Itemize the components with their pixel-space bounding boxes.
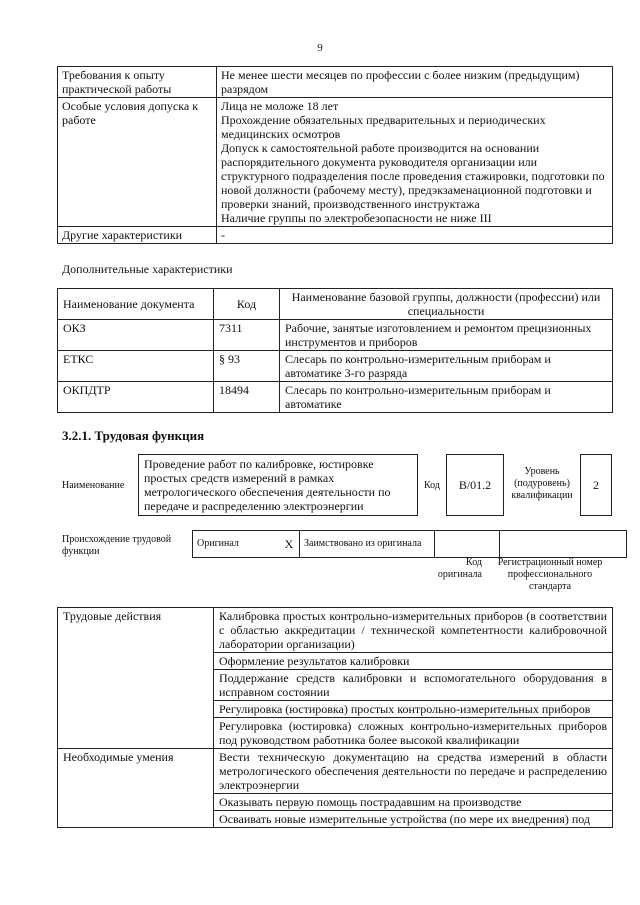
origin-label: Происхождение трудовой функции	[62, 534, 172, 557]
additional-table	[57, 288, 613, 413]
experience-label: Требования к опыту практической работы	[58, 67, 217, 98]
table-row	[58, 351, 613, 382]
requirements-table	[57, 66, 613, 244]
origin-reg-caption: Регистрационный номер профессионального стандарта	[497, 557, 603, 592]
row-doc: ОКЗ	[58, 320, 214, 351]
condition-admission: Допуск к самостоятельной работе производится на основании распорядительного документа руководителя организации или структурного подразделения после проведения стажировки, подготовки по новой должности (рабочему месту), предэкзаменационной подготовки и проверки знаний, производственного инструктажа	[221, 141, 605, 211]
function-name-box: Проведение работ по калибровке, юстировке простых средств измерений в рамках метрологического обеспечения деятельности по передаче и распределению электроэнергии	[138, 454, 418, 516]
origin-borrowed: Заимствовано из оригинала	[300, 531, 435, 558]
skill-item: Вести техническую документацию на средства измерений в области метрологического обеспечения деятельности по передаче и распределению электроэнергии	[214, 749, 613, 794]
header-document: Наименование документа	[58, 289, 214, 320]
action-item: Регулировка (юстировка) простых контрольно-измерительных приборов	[214, 701, 613, 718]
table-row	[58, 98, 613, 227]
table-row	[58, 608, 613, 653]
function-title: 3.2.1. Трудовая функция	[62, 428, 205, 443]
other-label: Другие характеристики	[58, 227, 217, 244]
table-row	[58, 749, 613, 794]
condition-electrical-group: Наличие группы по электробезопасности не ниже III	[221, 211, 492, 225]
row-code: 7311	[214, 320, 280, 351]
action-item: Регулировка (юстировка) сложных контрольно-измерительных приборов под руководством работника более высокой квалификации	[214, 718, 613, 749]
admission-label: Особые условия допуска к работе	[58, 98, 217, 227]
action-item: Поддержание средств калибровки и вспомогательного оборудования в исправном состоянии	[214, 670, 613, 701]
row-name: Слесарь по контрольно-измерительным приборам и автоматике 3-го разряда	[280, 351, 613, 382]
table-row	[58, 320, 613, 351]
row-name: Рабочие, занятые изготовлением и ремонтом прецизионных инструментов и приборов	[280, 320, 613, 351]
origin-table	[192, 530, 627, 558]
condition-age: Лица не моложе 18 лет	[221, 99, 339, 113]
admission-conditions	[217, 98, 613, 227]
action-item: Калибровка простых контрольно-измерительных приборов (в соответствии с областью аккредитации / технической компетентности калибровочной лаборатории организации)	[214, 608, 613, 653]
origin-original: Оригинал	[193, 531, 280, 558]
function-code-label: Код	[424, 480, 440, 491]
row-name: Слесарь по контрольно-измерительным приборам и автоматике	[280, 382, 613, 413]
row-code: 18494	[214, 382, 280, 413]
other-value: -	[217, 227, 613, 244]
table-row	[58, 67, 613, 98]
skill-item: Оказывать первую помощь пострадавшим на производстве	[214, 794, 613, 811]
origin-code-cell	[435, 531, 500, 558]
experience-value: Не менее шести месяцев по профессии с более низким (предыдущим) разрядом	[217, 67, 613, 98]
actions-label: Трудовые действия	[58, 608, 214, 749]
function-name-label: Наименование	[62, 480, 125, 491]
table-row	[58, 382, 613, 413]
page-number: 9	[317, 42, 323, 54]
skills-label: Необходимые умения	[58, 749, 214, 828]
table-row	[193, 531, 627, 558]
origin-reg-cell	[500, 531, 627, 558]
row-doc: ЕТКС	[58, 351, 214, 382]
table-row	[58, 227, 613, 244]
function-code-box: B/01.2	[446, 454, 504, 516]
row-doc: ОКПДТР	[58, 382, 214, 413]
qualification-level-box: 2	[580, 454, 612, 516]
header-code: Код	[214, 289, 280, 320]
actions-skills-table	[57, 607, 613, 828]
origin-mark: X	[279, 531, 300, 558]
additional-title: Дополнительные характеристики	[62, 262, 233, 276]
qualification-level-label: Уровень (подуровень) квалификации	[511, 466, 573, 501]
row-code: § 93	[214, 351, 280, 382]
origin-code-caption: Код оригинала	[437, 557, 482, 580]
skill-item: Осваивать новые измерительные устройства (по мере их внедрения) под	[214, 811, 613, 828]
condition-medical: Прохождение обязательных предварительных и периодических медицинских осмотров	[221, 113, 546, 141]
action-item: Оформление результатов калибровки	[214, 653, 613, 670]
header-group-name: Наименование базовой группы, должности (профессии) или специальности	[280, 289, 613, 320]
table-header-row	[58, 289, 613, 320]
